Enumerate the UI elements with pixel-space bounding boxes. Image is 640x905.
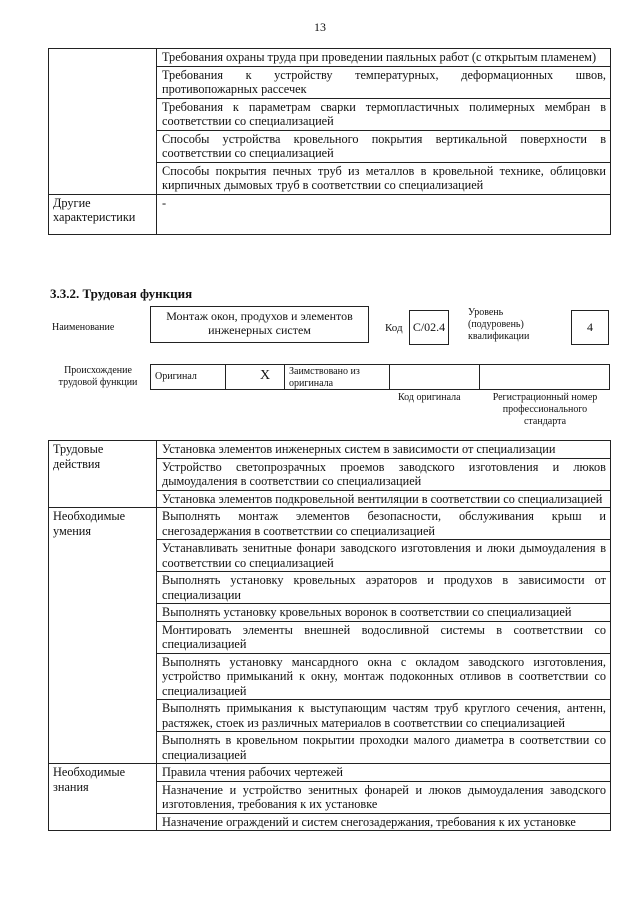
reg-number-cell [479,364,610,390]
original-cell [150,364,226,390]
origin-code-label: Код оригинала [398,392,461,403]
table-row [49,49,611,67]
table-cell: Устанавливать зенитные фонари заводского изготовления и люки дымоудаления в соответствии со специализацией [157,540,611,572]
table-row [49,441,611,459]
level-label: Уровень (подуровень) квалификации [468,307,530,342]
table-cell: Требования охраны труда при проведении паяльных работ (с открытым пламенем) [157,49,611,67]
table-cell: Требования к устройству температурных, деформационных швов, противопожарных рассечек [157,66,611,98]
other-characteristics-value: - [157,194,611,234]
table-row [49,508,611,540]
section-heading: 3.3.2. Трудовая функция [50,286,193,301]
table-cell: Выполнять установку мансардного окна с окладом заводского изготовления, устройство примыканий к окну, монтаж подоконных отливов в соответствии со специализацией [157,653,611,700]
table-cell: Установка элементов инженерных систем в зависимости от специализации [157,441,611,459]
code-box [409,310,449,345]
original-mark-cell [225,364,285,390]
table-row [49,194,611,234]
table-cell: Устройство светопрозрачных проемов заводского изготовления и люков дымоудаления в соответствии со специализацией [157,458,611,490]
table-cell: Выполнять в кровельном покрытии проходки малого диаметра в соответствии со специализацией [157,732,611,764]
table-cell: Назначение ограждений и систем снегозадержания, требования к их установке [157,813,611,831]
function-name-box [150,306,369,343]
origin-row [150,364,610,390]
knowledge-table-continuation [48,48,611,235]
code-value: C/02.4 [412,320,446,334]
borrowed-cell [284,364,390,390]
table-cell: Выполнять установку кровельных аэраторов и продухов в зависимости от специализации [157,572,611,604]
table-row [49,764,611,782]
table-cell: Правила чтения рабочих чертежей [157,764,611,782]
level-value: 4 [587,320,593,334]
empty-label-cell [49,49,157,195]
original-mark: X [260,368,271,383]
reg-number-label: Регистрационный номер профессионального стандарта [492,392,598,427]
group-label: Необходимые умения [49,508,157,764]
labor-function-table [48,440,611,831]
table-cell: Монтировать элементы внешней водосливной системы в соответствии со специализацией [157,621,611,653]
original-label: Оригинал [155,371,197,382]
origin-label: Происхождение трудовой функции [58,365,138,388]
table-cell: Способы покрытия печных труб из металлов в кровельной технике, облицовки кирпичных дымовых труб в соответствии со специализацией [157,162,611,194]
name-label: Наименование [52,322,115,333]
table-cell: Выполнять установку кровельных воронок в соответствии со специализацией [157,604,611,622]
page-number: 13 [314,20,326,34]
table-cell: Выполнять монтаж элементов безопасности, обслуживания крыш и снегозадержания в соответствии со специализацией [157,508,611,540]
level-box [571,310,609,345]
origin-code-cell [389,364,480,390]
group-label: Необходимые знания [49,764,157,831]
code-label: Код [385,322,403,334]
borrowed-label: Заимствовано из оригинала [289,366,360,389]
function-name-value: Монтаж окон, продухов и элементов инженерных систем [166,309,353,337]
table-cell: Выполнять примыкания к выступающим частям труб круглого сечения, антенн, растяжек, стоек из различных материалов в соответствии со специализацией [157,700,611,732]
table-cell: Назначение и устройство зенитных фонарей и люков дымоудаления заводского изготовления, требования к их установке [157,781,611,813]
other-characteristics-label: Другие характеристики [49,194,157,234]
table-cell: Установка элементов подкровельной вентиляции в соответствии со специализацией [157,490,611,508]
group-label: Трудовые действия [49,441,157,508]
table-cell: Способы устройства кровельного покрытия вертикальной поверхности в соответствии со специализацией [157,130,611,162]
table-cell: Требования к параметрам сварки термопластичных полимерных мембран в соответствии со специализацией [157,98,611,130]
